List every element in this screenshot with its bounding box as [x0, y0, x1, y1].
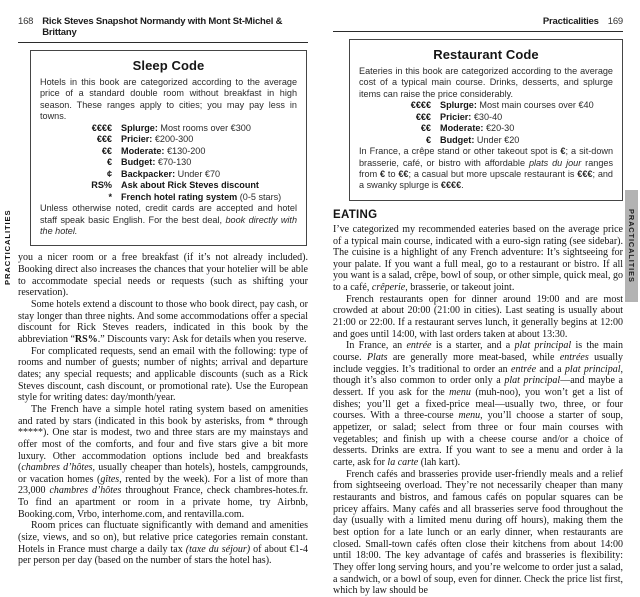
paragraph: For complicated requests, send an email with the following: type of rooms and number of guests; number of nights; arrival and departure dates; any special requests; and applicable discounts (such as a Rick Steves discount, cash discount, or promotional rate). Use the European style for writing dates: day/month/year.	[18, 345, 308, 404]
price-code-row	[40, 180, 297, 192]
left-page-number: 168	[18, 16, 34, 27]
price-text	[121, 180, 259, 192]
price-symbol: €€€	[415, 111, 431, 122]
price-symbol: €	[106, 157, 112, 168]
right-page	[333, 16, 623, 597]
price-text	[440, 123, 514, 135]
price-label: French hotel rating system	[121, 191, 238, 202]
left-body-text	[18, 252, 308, 567]
price-symbol: €	[425, 134, 431, 145]
paragraph: Room prices can fluctuate significantly with demand and amenities (size, views, and so on), but relative price categories remain constant. Hotels in France must charge a daily tax (taxe du séjour) of about €1-4 per person per day (based on the number of stars the hotel has).	[18, 520, 308, 567]
price-label: Moderate:	[121, 145, 165, 156]
right-edge-tab-practicalities: PRACTICALITIES	[625, 190, 638, 302]
paragraph: The French have a simple hotel rating system based on amenities and rated by stars (indicated in this book by asterisks, from * through *****). One star is modest, two and three stars are my mainstays and offer most of the comforts, and four and five stars give a bit more luxury. Other accommodation options include bed and breakfasts (chambres d’hôtes, usually cheaper than hotels), hostels, campgrounds, or vacation homes (gîtes, rented by the week). For a list of more than 23,000 chambres d’hôtes throughout France, check chambres-hotes.fr. To find an apartment or room in a private home, try Airbnb, Booking.com, Vrbo, interhome.com, and rentavilla.com.	[18, 403, 309, 520]
restaurant-code-title: Restaurant Code	[433, 47, 539, 62]
right-page-header	[333, 16, 623, 32]
paragraph: French restaurants open for dinner around 19:00 and are most crowded at about 20:00 (21:00 in cities). Last seating is usually about 21:00 or 22:00. If a restaurant serves lunch, it generally begins at 12:00 and goes until 14:00, with last orders taken at about 13:30.	[333, 293, 623, 340]
price-desc: €30-40	[471, 111, 503, 122]
price-label: Moderate:	[440, 123, 484, 134]
price-desc: (0-5 stars)	[237, 191, 282, 202]
price-text	[121, 169, 220, 181]
price-text	[440, 112, 502, 124]
price-label: Splurge:	[440, 100, 477, 111]
price-text	[121, 134, 193, 146]
price-desc: Under €70	[175, 168, 221, 179]
price-label: Backpacker:	[121, 168, 176, 179]
price-label: Budget:	[440, 134, 475, 145]
price-symbol: ¢	[106, 168, 112, 179]
price-symbol: *	[108, 191, 112, 202]
restaurant-code-box	[349, 39, 623, 201]
price-symbol: €€	[101, 145, 112, 156]
price-desc: Most rooms over €300	[157, 122, 251, 133]
price-desc: €200-300	[152, 134, 194, 145]
price-symbol: €€€€	[410, 100, 431, 111]
price-desc: €20-30	[483, 123, 515, 134]
price-desc: €130-200	[164, 145, 206, 156]
price-code-row	[40, 123, 297, 135]
sleep-code-title: Sleep Code	[132, 58, 205, 73]
right-header-title: Practicalities	[542, 16, 599, 27]
paragraph: I’ve categorized my recommended eateries based on the average price of a typical main course, indicated with a euro-sign rating (see sidebar). The cuisine is a highlight of any French adventure: It’s sightseeing for your palate. If you want a full meal, go to a restaurant or bistro. If all you want is a salad, crêpe, bowl of soup, or other simple, quick meal, go to a café, crêperie, brasserie, or takeout joint.	[333, 223, 623, 294]
price-symbol: RS%	[91, 180, 112, 191]
paragraph: you a nicer room or a free breakfast (if it’s not already included). Booking direct also increases the chances that your hotelier will be able to accommodate special needs or requests (such as shifting your reservation).	[18, 252, 308, 299]
sleep-code-rows	[40, 123, 297, 204]
sleep-code-intro: Hotels in this book are categorized according to the average price of a standard double room without breakfast in high season. These ranges apply to cities; you may pay less in towns.	[40, 77, 297, 122]
price-desc: Under €20	[474, 134, 520, 145]
price-code-row	[359, 123, 613, 135]
price-code-row	[40, 192, 297, 204]
left-header-title: Rick Steves Snapshot Normandy with Mont St-Michel & Brittany	[42, 16, 283, 38]
price-text	[440, 135, 519, 147]
right-page-number: 169	[607, 16, 623, 27]
price-desc: Most main courses over €40	[476, 100, 594, 111]
price-code-row	[359, 112, 613, 124]
price-code-row	[40, 146, 297, 158]
restaurant-code-rows	[359, 100, 613, 146]
price-text	[440, 100, 594, 112]
price-text	[121, 192, 281, 204]
price-symbol: €€€€	[91, 122, 112, 133]
price-desc: €70-130	[155, 157, 192, 168]
price-code-row	[40, 169, 297, 181]
price-text	[121, 157, 191, 169]
paragraph: French cafés and brasseries provide user-friendly meals and a relief from sightseeing overload. They’re not necessarily cheaper than many restaurants and bistros, and famous cafés on popular squares can be pricey affairs. Many cafés and all brasseries serve food throughout the day (usually with a limited menu during off hours), making them the best option for a late lunch or an early dinner, when restaurants are closed. Small-town cafés often close their kitchens from about 14:00 until 18:00. The key advantage of cafés and brasseries is flexibility: They offer long serving hours, and you’re welcome to order just a salad, a sandwich, or a bowl of soup, even for dinner. Check the price list first, which by law should be	[333, 468, 623, 597]
left-page	[18, 16, 308, 567]
price-label: Budget:	[121, 157, 156, 168]
price-code-row	[40, 157, 297, 169]
price-text	[121, 123, 251, 135]
left-edge-tab-practicalities: PRACTICALITIES	[3, 209, 12, 285]
paragraph: In France, an entrée is a starter, and a plat principal is the main course. Plats are generally more meat-based, while entrées usually include veggies. It’s traditional to order an entrée and a plat principal, though it’s also common to order only a plat principal—and maybe a dessert. If you ask for the menu (muh-noo), you won’t get a list of dishes; you’ll get a fixed-price meal—usually two, three, or four courses. With a three-course menu, you’ll choose a starter of soup, appetizer, or salad; select from three or four main courses with vegetables; and finish up with a cheese course and/or a choice of desserts. Drinks are extra. If you want to see a menu and order à la carte, ask for la carte (lah kart).	[333, 340, 623, 468]
price-code-row	[359, 100, 613, 112]
price-text	[121, 146, 205, 158]
left-page-header	[18, 16, 308, 43]
price-code-row	[359, 135, 613, 147]
eating-section-heading: EATING	[333, 208, 378, 221]
price-label: Pricier:	[121, 134, 153, 145]
sleep-code-box	[30, 50, 307, 246]
price-code-row	[40, 134, 297, 146]
right-body-text	[333, 224, 623, 597]
price-label: Splurge:	[121, 122, 158, 133]
price-label: Pricier:	[440, 111, 472, 122]
sleep-code-outro: Unless otherwise noted, credit cards are accepted and hotel staff speak basic English. For the best deal, book directly with the hotel.	[40, 203, 297, 236]
paragraph: Some hotels extend a discount to those who book direct, pay cash, or stay longer than three nights. And some accommodations offer a special discount for Rick Steves readers, indicated in this book by the abbreviation “RS%.” Discounts vary: Ask for details when you reserve.	[18, 298, 308, 345]
price-symbol: €€€	[96, 134, 112, 145]
price-label: Ask about Rick Steves discount	[121, 180, 259, 191]
price-symbol: €€	[420, 123, 431, 134]
restaurant-code-outro: In France, a crêpe stand or other takeout spot is €; a sit-down brasserie, café, or bistro with affordable plats du jour ranges from € to €€; a casual but more upscale restaurant is €€€; and a swanky splurge is €€€€.	[359, 146, 614, 191]
restaurant-code-intro: Eateries in this book are categorized according to the average cost of a typical main course. Drinks, desserts, and splurge items can raise the price considerably.	[359, 66, 613, 99]
